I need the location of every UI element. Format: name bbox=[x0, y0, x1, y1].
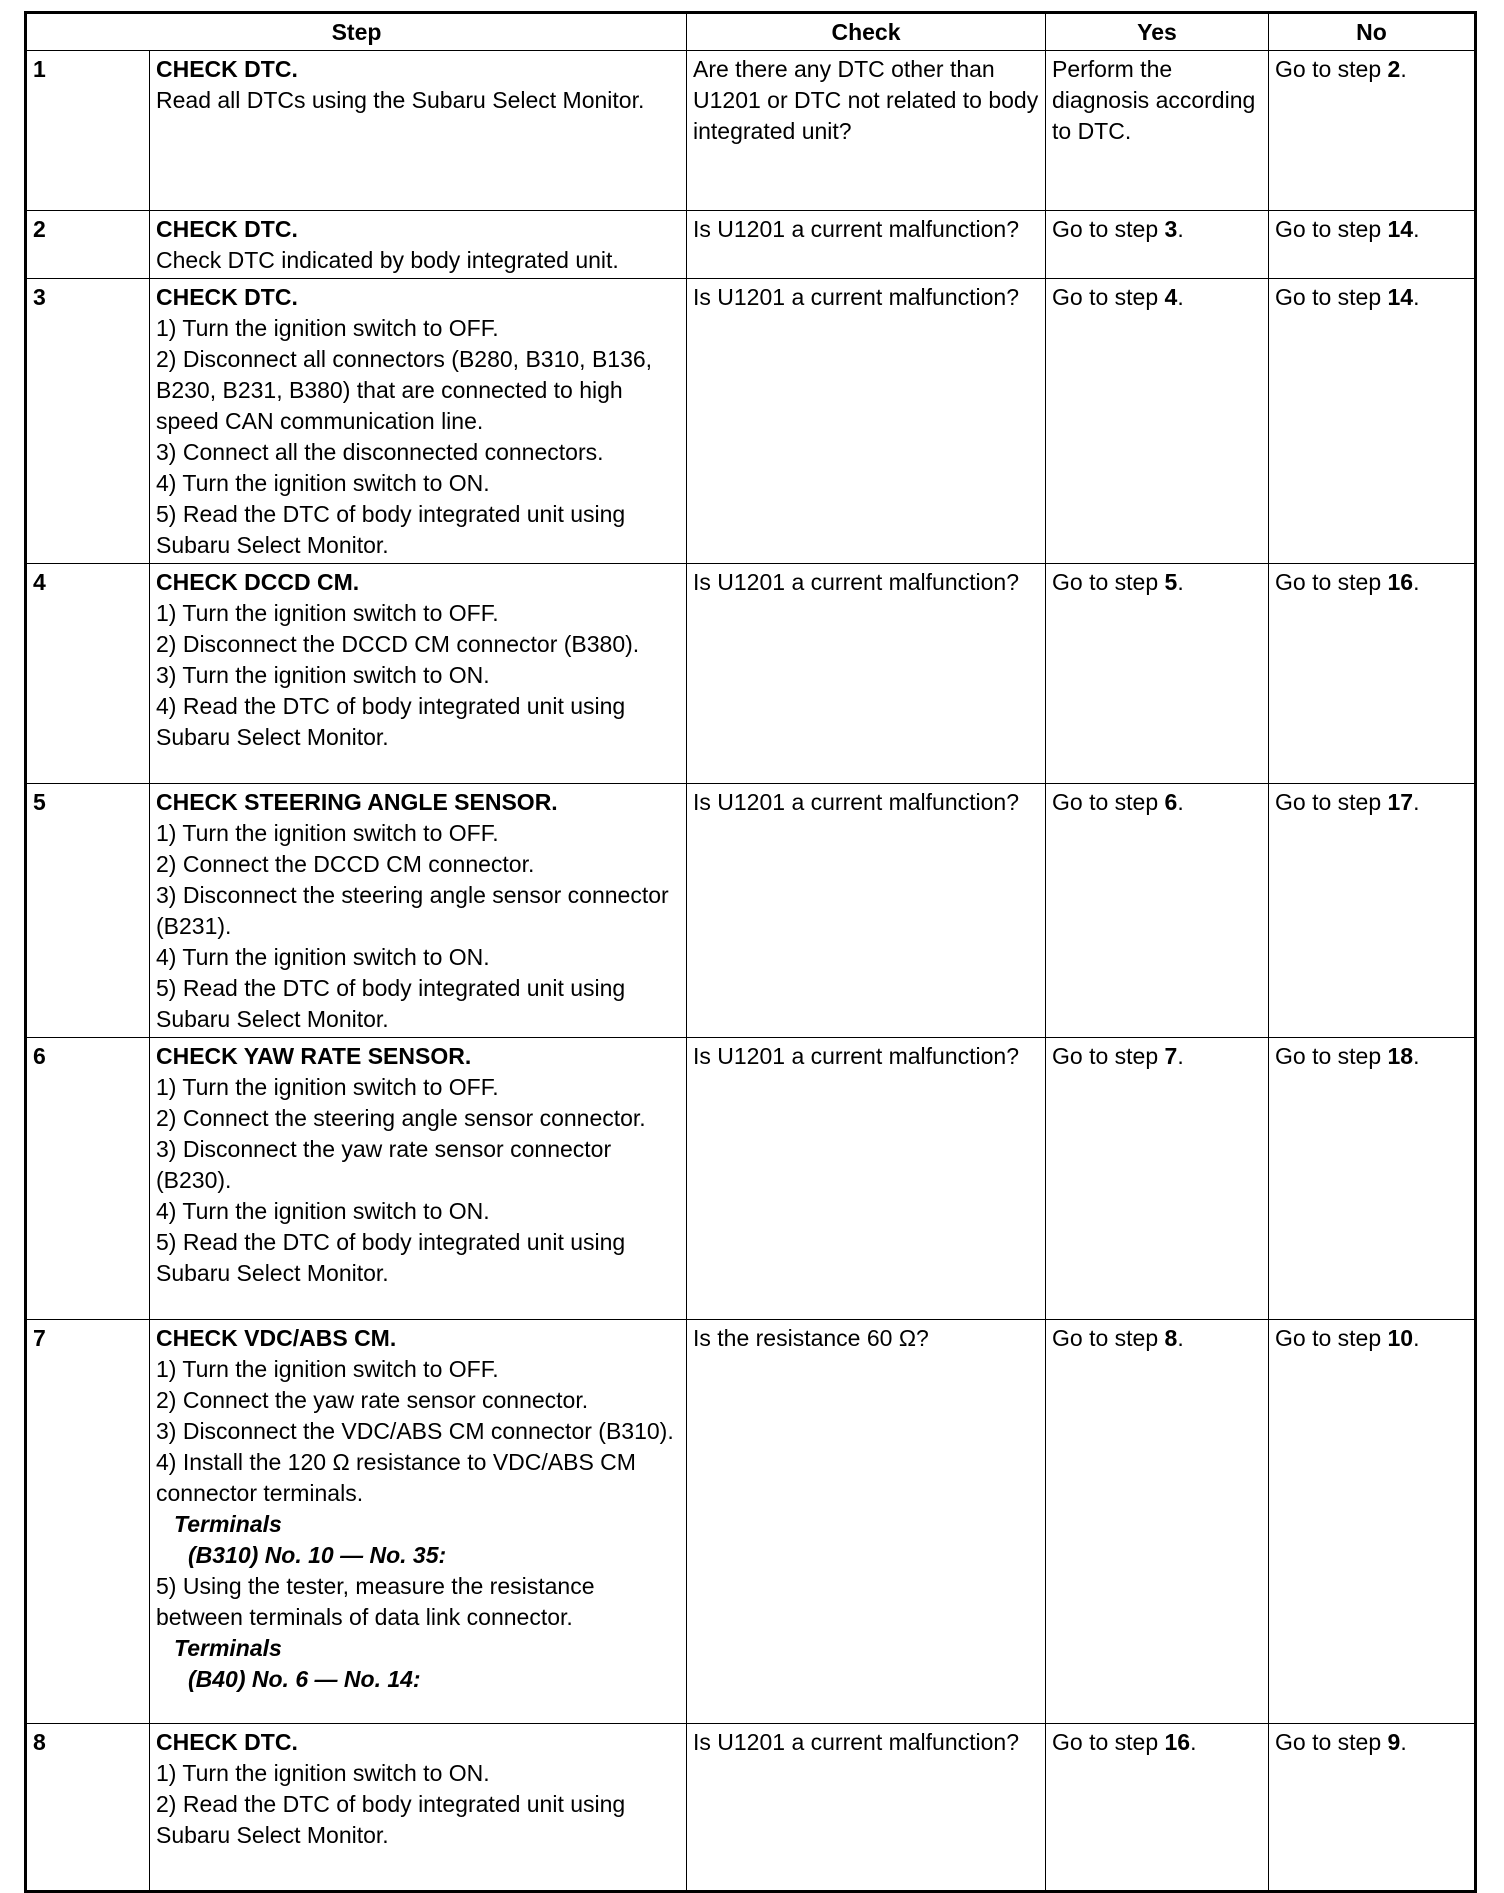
step-description bbox=[150, 211, 687, 279]
step-number: 5 bbox=[26, 784, 150, 1038]
step-number: 8 bbox=[26, 1724, 150, 1892]
step-instruction: 2) Connect the DCCD CM connector. bbox=[156, 851, 535, 877]
step-instruction: 1) Turn the ignition switch to ON. bbox=[156, 1760, 490, 1786]
no-action: Go to step 10. bbox=[1269, 1320, 1476, 1724]
diagnostic-table bbox=[24, 11, 1477, 1893]
step-description bbox=[150, 51, 687, 211]
check-question: Is U1201 a current malfunction? bbox=[687, 1724, 1046, 1892]
no-action: Go to step 16. bbox=[1269, 564, 1476, 784]
yes-action-text: Go to step bbox=[1052, 284, 1165, 310]
step-instruction: 1) Turn the ignition switch to OFF. bbox=[156, 1356, 499, 1382]
step-instruction: 5) Read the DTC of body integrated unit using Subaru Select Monitor. bbox=[156, 1229, 626, 1286]
step-title: CHECK DTC. bbox=[156, 1729, 298, 1755]
no-action-text: Go to step bbox=[1275, 569, 1388, 595]
terminals-label: Terminals bbox=[174, 1635, 282, 1661]
step-title: CHECK YAW RATE SENSOR. bbox=[156, 1043, 472, 1069]
yes-action: Go to step 16. bbox=[1046, 1724, 1269, 1892]
no-action: Go to step 14. bbox=[1269, 279, 1476, 564]
yes-action: Go to step 8. bbox=[1046, 1320, 1269, 1724]
yes-step-link: 7 bbox=[1164, 1043, 1178, 1069]
step-instruction: 4) Turn the ignition switch to ON. bbox=[156, 470, 490, 496]
step-instruction: 3) Disconnect the VDC/ABS CM connector (B310). bbox=[156, 1418, 674, 1444]
yes-step-link: 16 bbox=[1164, 1729, 1191, 1755]
check-question: Is U1201 a current malfunction? bbox=[687, 1038, 1046, 1320]
step-row bbox=[26, 784, 1476, 1038]
header-row bbox=[26, 13, 1476, 51]
step-instruction: 1) Turn the ignition switch to OFF. bbox=[156, 1074, 499, 1100]
yes-action: Go to step 3. bbox=[1046, 211, 1269, 279]
step-instruction: 3) Disconnect the steering angle sensor connector (B231). bbox=[156, 882, 669, 939]
check-question: Is the resistance 60 Ω? bbox=[687, 1320, 1046, 1724]
yes-step-link: 8 bbox=[1164, 1325, 1178, 1351]
step-title: CHECK DTC. bbox=[156, 56, 298, 82]
step-instruction: 5) Using the tester, measure the resistance between terminals of data link connector. bbox=[156, 1573, 595, 1630]
step-instruction: 5) Read the DTC of body integrated unit using Subaru Select Monitor. bbox=[156, 501, 626, 558]
terminals-value: (B310) No. 10 — No. 35: bbox=[188, 1542, 447, 1568]
step-row bbox=[26, 1320, 1476, 1724]
no-step-link: 9 bbox=[1387, 1729, 1401, 1755]
step-description bbox=[150, 279, 687, 564]
yes-action bbox=[1046, 51, 1269, 211]
step-description bbox=[150, 1320, 687, 1724]
diagnostic-table-container bbox=[24, 11, 1477, 1893]
yes-action-text: Go to step bbox=[1052, 216, 1165, 242]
step-instruction: 4) Turn the ignition switch to ON. bbox=[156, 1198, 490, 1224]
no-step-link: 17 bbox=[1387, 789, 1414, 815]
no-action-text: Go to step bbox=[1275, 1729, 1388, 1755]
no-action-text: Go to step bbox=[1275, 216, 1388, 242]
header-yes: Yes bbox=[1046, 13, 1269, 51]
terminals-value: (B40) No. 6 — No. 14: bbox=[188, 1666, 421, 1692]
step-title: CHECK DCCD CM. bbox=[156, 569, 360, 595]
step-instruction: 4) Turn the ignition switch to ON. bbox=[156, 944, 490, 970]
header-check: Check bbox=[687, 13, 1046, 51]
yes-action-text: Go to step bbox=[1052, 1043, 1165, 1069]
step-number: 7 bbox=[26, 1320, 150, 1724]
no-step-link: 10 bbox=[1387, 1325, 1414, 1351]
yes-action: Go to step 6. bbox=[1046, 784, 1269, 1038]
header-step: Step bbox=[26, 13, 687, 51]
step-row bbox=[26, 564, 1476, 784]
step-instruction: Read all DTCs using the Subaru Select Monitor. bbox=[156, 87, 645, 113]
yes-step-link: 6 bbox=[1164, 789, 1178, 815]
no-action: Go to step 17. bbox=[1269, 784, 1476, 1038]
step-instruction: 1) Turn the ignition switch to OFF. bbox=[156, 820, 499, 846]
step-instruction: 4) Install the 120 Ω resistance to VDC/ABS CM connector terminals. bbox=[156, 1449, 636, 1506]
step-instruction: 3) Connect all the disconnected connectors. bbox=[156, 439, 604, 465]
step-number: 3 bbox=[26, 279, 150, 564]
yes-step-link: 5 bbox=[1164, 569, 1178, 595]
yes-action-text: Go to step bbox=[1052, 789, 1165, 815]
step-instruction: 2) Read the DTC of body integrated unit using Subaru Select Monitor. bbox=[156, 1791, 626, 1848]
no-step-link: 14 bbox=[1387, 216, 1414, 242]
step-description bbox=[150, 564, 687, 784]
no-step-link: 18 bbox=[1387, 1043, 1414, 1069]
step-instruction: 2) Connect the steering angle sensor connector. bbox=[156, 1105, 646, 1131]
no-action-text: Go to step bbox=[1275, 1325, 1388, 1351]
step-description bbox=[150, 784, 687, 1038]
check-question: Are there any DTC other than U1201 or DTC not related to body integrated unit? bbox=[687, 51, 1046, 211]
no-action: Go to step 2. bbox=[1269, 51, 1476, 211]
no-action-text: Go to step bbox=[1275, 1043, 1388, 1069]
step-title: CHECK STEERING ANGLE SENSOR. bbox=[156, 789, 558, 815]
step-title: CHECK VDC/ABS CM. bbox=[156, 1325, 397, 1351]
step-instruction: 2) Connect the yaw rate sensor connector. bbox=[156, 1387, 589, 1413]
step-instruction: 3) Turn the ignition switch to ON. bbox=[156, 662, 490, 688]
step-instruction: 5) Read the DTC of body integrated unit using Subaru Select Monitor. bbox=[156, 975, 626, 1032]
step-instruction: 1) Turn the ignition switch to OFF. bbox=[156, 315, 499, 341]
step-row bbox=[26, 211, 1476, 279]
yes-action: Go to step 7. bbox=[1046, 1038, 1269, 1320]
no-action: Go to step 14. bbox=[1269, 211, 1476, 279]
no-step-link: 2 bbox=[1387, 56, 1401, 82]
yes-step-link: 3 bbox=[1164, 216, 1178, 242]
step-instruction: 4) Read the DTC of body integrated unit using Subaru Select Monitor. bbox=[156, 693, 626, 750]
step-instruction: 3) Disconnect the yaw rate sensor connector (B230). bbox=[156, 1136, 612, 1193]
step-instruction: 1) Turn the ignition switch to OFF. bbox=[156, 600, 499, 626]
step-row bbox=[26, 279, 1476, 564]
no-action-text: Go to step bbox=[1275, 56, 1388, 82]
step-instruction: 2) Disconnect the DCCD CM connector (B380). bbox=[156, 631, 640, 657]
yes-action-text: Go to step bbox=[1052, 1325, 1165, 1351]
step-number: 2 bbox=[26, 211, 150, 279]
step-number: 1 bbox=[26, 51, 150, 211]
step-instruction: 2) Disconnect all connectors (B280, B310, B136, B230, B231, B380) that are connected to high speed CAN communication line. bbox=[156, 346, 653, 434]
check-question: Is U1201 a current malfunction? bbox=[687, 564, 1046, 784]
step-number: 6 bbox=[26, 1038, 150, 1320]
header-no: No bbox=[1269, 13, 1476, 51]
no-step-link: 16 bbox=[1387, 569, 1414, 595]
yes-action: Go to step 5. bbox=[1046, 564, 1269, 784]
yes-action-text: Go to step bbox=[1052, 569, 1165, 595]
check-question: Is U1201 a current malfunction? bbox=[687, 211, 1046, 279]
check-question: Is U1201 a current malfunction? bbox=[687, 279, 1046, 564]
no-action-text: Go to step bbox=[1275, 789, 1388, 815]
step-title: CHECK DTC. bbox=[156, 284, 298, 310]
no-action: Go to step 18. bbox=[1269, 1038, 1476, 1320]
step-instruction: Check DTC indicated by body integrated unit. bbox=[156, 247, 619, 273]
step-row bbox=[26, 1724, 1476, 1892]
yes-action-text: Go to step bbox=[1052, 1729, 1165, 1755]
yes-step-link: 4 bbox=[1164, 284, 1178, 310]
step-description bbox=[150, 1724, 687, 1892]
no-action: Go to step 9. bbox=[1269, 1724, 1476, 1892]
step-number: 4 bbox=[26, 564, 150, 784]
no-step-link: 14 bbox=[1387, 284, 1414, 310]
step-row bbox=[26, 51, 1476, 211]
yes-action-text: Perform the diagnosis according to DTC. bbox=[1052, 56, 1256, 144]
no-action-text: Go to step bbox=[1275, 284, 1388, 310]
step-title: CHECK DTC. bbox=[156, 216, 298, 242]
step-description bbox=[150, 1038, 687, 1320]
yes-action: Go to step 4. bbox=[1046, 279, 1269, 564]
step-row bbox=[26, 1038, 1476, 1320]
check-question: Is U1201 a current malfunction? bbox=[687, 784, 1046, 1038]
terminals-label: Terminals bbox=[174, 1511, 282, 1537]
